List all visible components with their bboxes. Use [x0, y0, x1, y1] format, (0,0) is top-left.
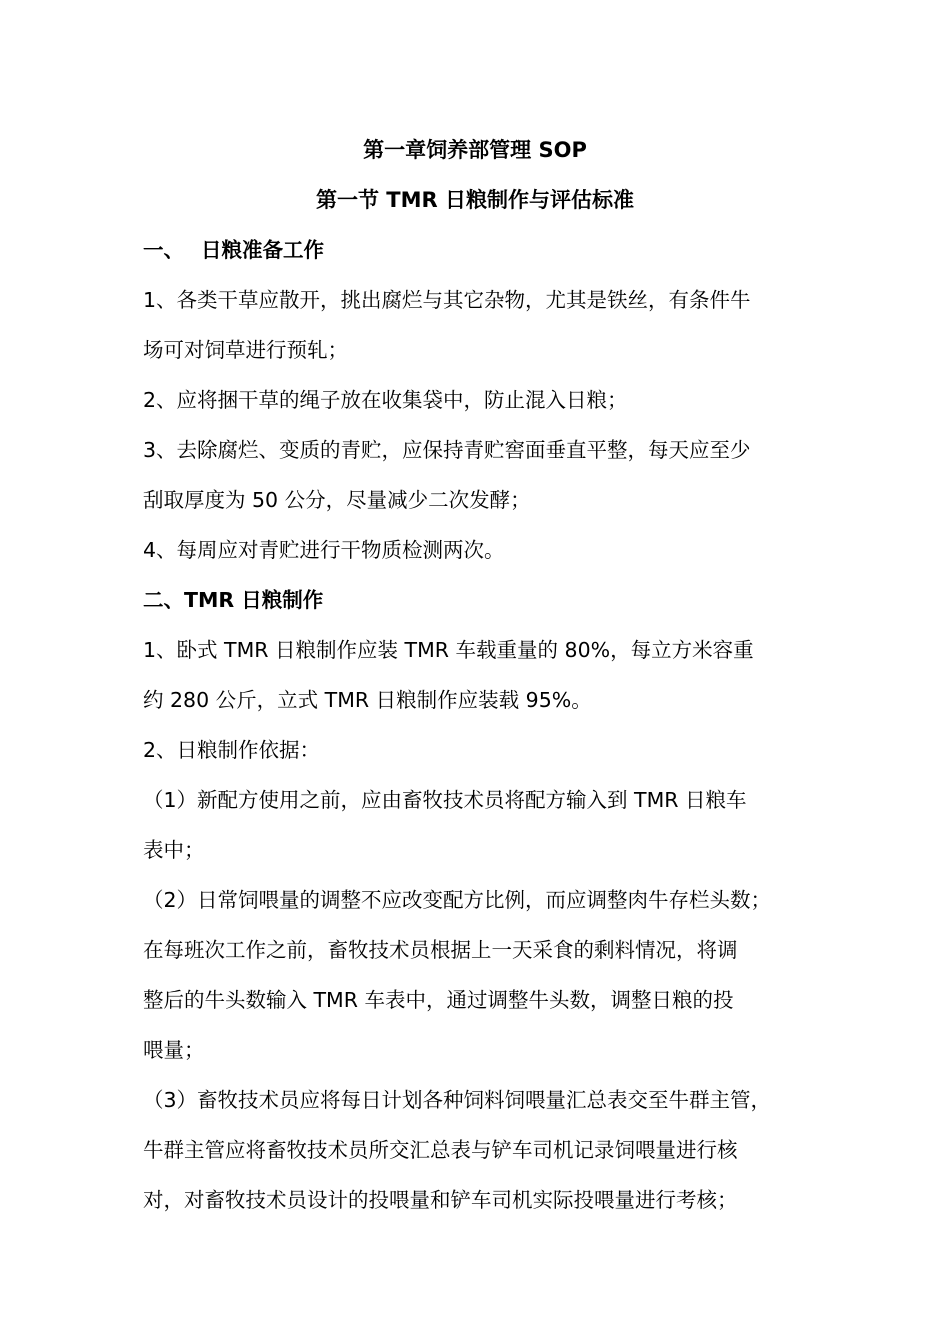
part2-item1-line1: 1、卧式 TMR 日粮制作应装 TMR 车载重量的 80%，每立方米容重 — [143, 638, 754, 662]
part2-sub2-line4: 喂量； — [143, 1038, 205, 1062]
part1-item4: 4、每周应对青贮进行干物质检测两次。 — [143, 538, 505, 562]
section-title: 第一节 TMR 日粮制作与评估标准 — [315, 188, 634, 212]
part2-item2: 2、日粮制作依据： — [143, 738, 321, 762]
part1-heading — [143, 236, 324, 264]
part2-sub2-line2: 在每班次工作之前，畜牧技术员根据上一天采食的剩料情况，将调 — [143, 938, 738, 962]
chapter-title: 第一章饲养部管理 SOP — [363, 138, 587, 162]
part2-sub2-line3: 整后的牛头数输入 TMR 车表中，通过调整牛头数，调整日粮的投 — [143, 988, 734, 1012]
part1-item2: 2、应将捆干草的绳子放在收集袋中，防止混入日粮； — [143, 388, 628, 412]
part1-heading-number: 一、 — [143, 238, 184, 262]
part1-heading-text: 日粮准备工作 — [201, 238, 324, 262]
part2-sub3-line1: （3）畜牧技术员应将每日计划各种饲料饲喂量汇总表交至牛群主管， — [143, 1088, 772, 1112]
part1-item3-line1: 3、去除腐烂、变质的青贮，应保持青贮窖面垂直平整，每天应至少 — [143, 438, 751, 462]
part2-item1-line2: 约 280 公斤，立式 TMR 日粮制作应装载 95%。 — [143, 688, 592, 712]
part2-sub3-line2: 牛群主管应将畜牧技术员所交汇总表与铲车司机记录饲喂量进行核 — [143, 1138, 738, 1162]
part2-sub3-line3: 对，对畜牧技术员设计的投喂量和铲车司机实际投喂量进行考核； — [143, 1188, 738, 1212]
part2-sub1-line1: （1）新配方使用之前，应由畜牧技术员将配方输入到 TMR 日粮车 — [143, 788, 747, 812]
part2-sub1-line2: 表中； — [143, 838, 205, 862]
part1-item3-line2: 刮取厚度为 50 公分，尽量减少二次发酵； — [143, 488, 531, 512]
part1-item1-line2: 场可对饲草进行预轧； — [143, 338, 348, 362]
part2-heading: 二、TMR 日粮制作 — [143, 588, 324, 612]
part1-item1-line1: 1、各类干草应散开，挑出腐烂与其它杂物，尤其是铁丝，有条件牛 — [143, 288, 751, 312]
part2-sub2-line1: （2）日常饲喂量的调整不应改变配方比例，而应调整肉牛存栏头数； — [143, 888, 772, 912]
